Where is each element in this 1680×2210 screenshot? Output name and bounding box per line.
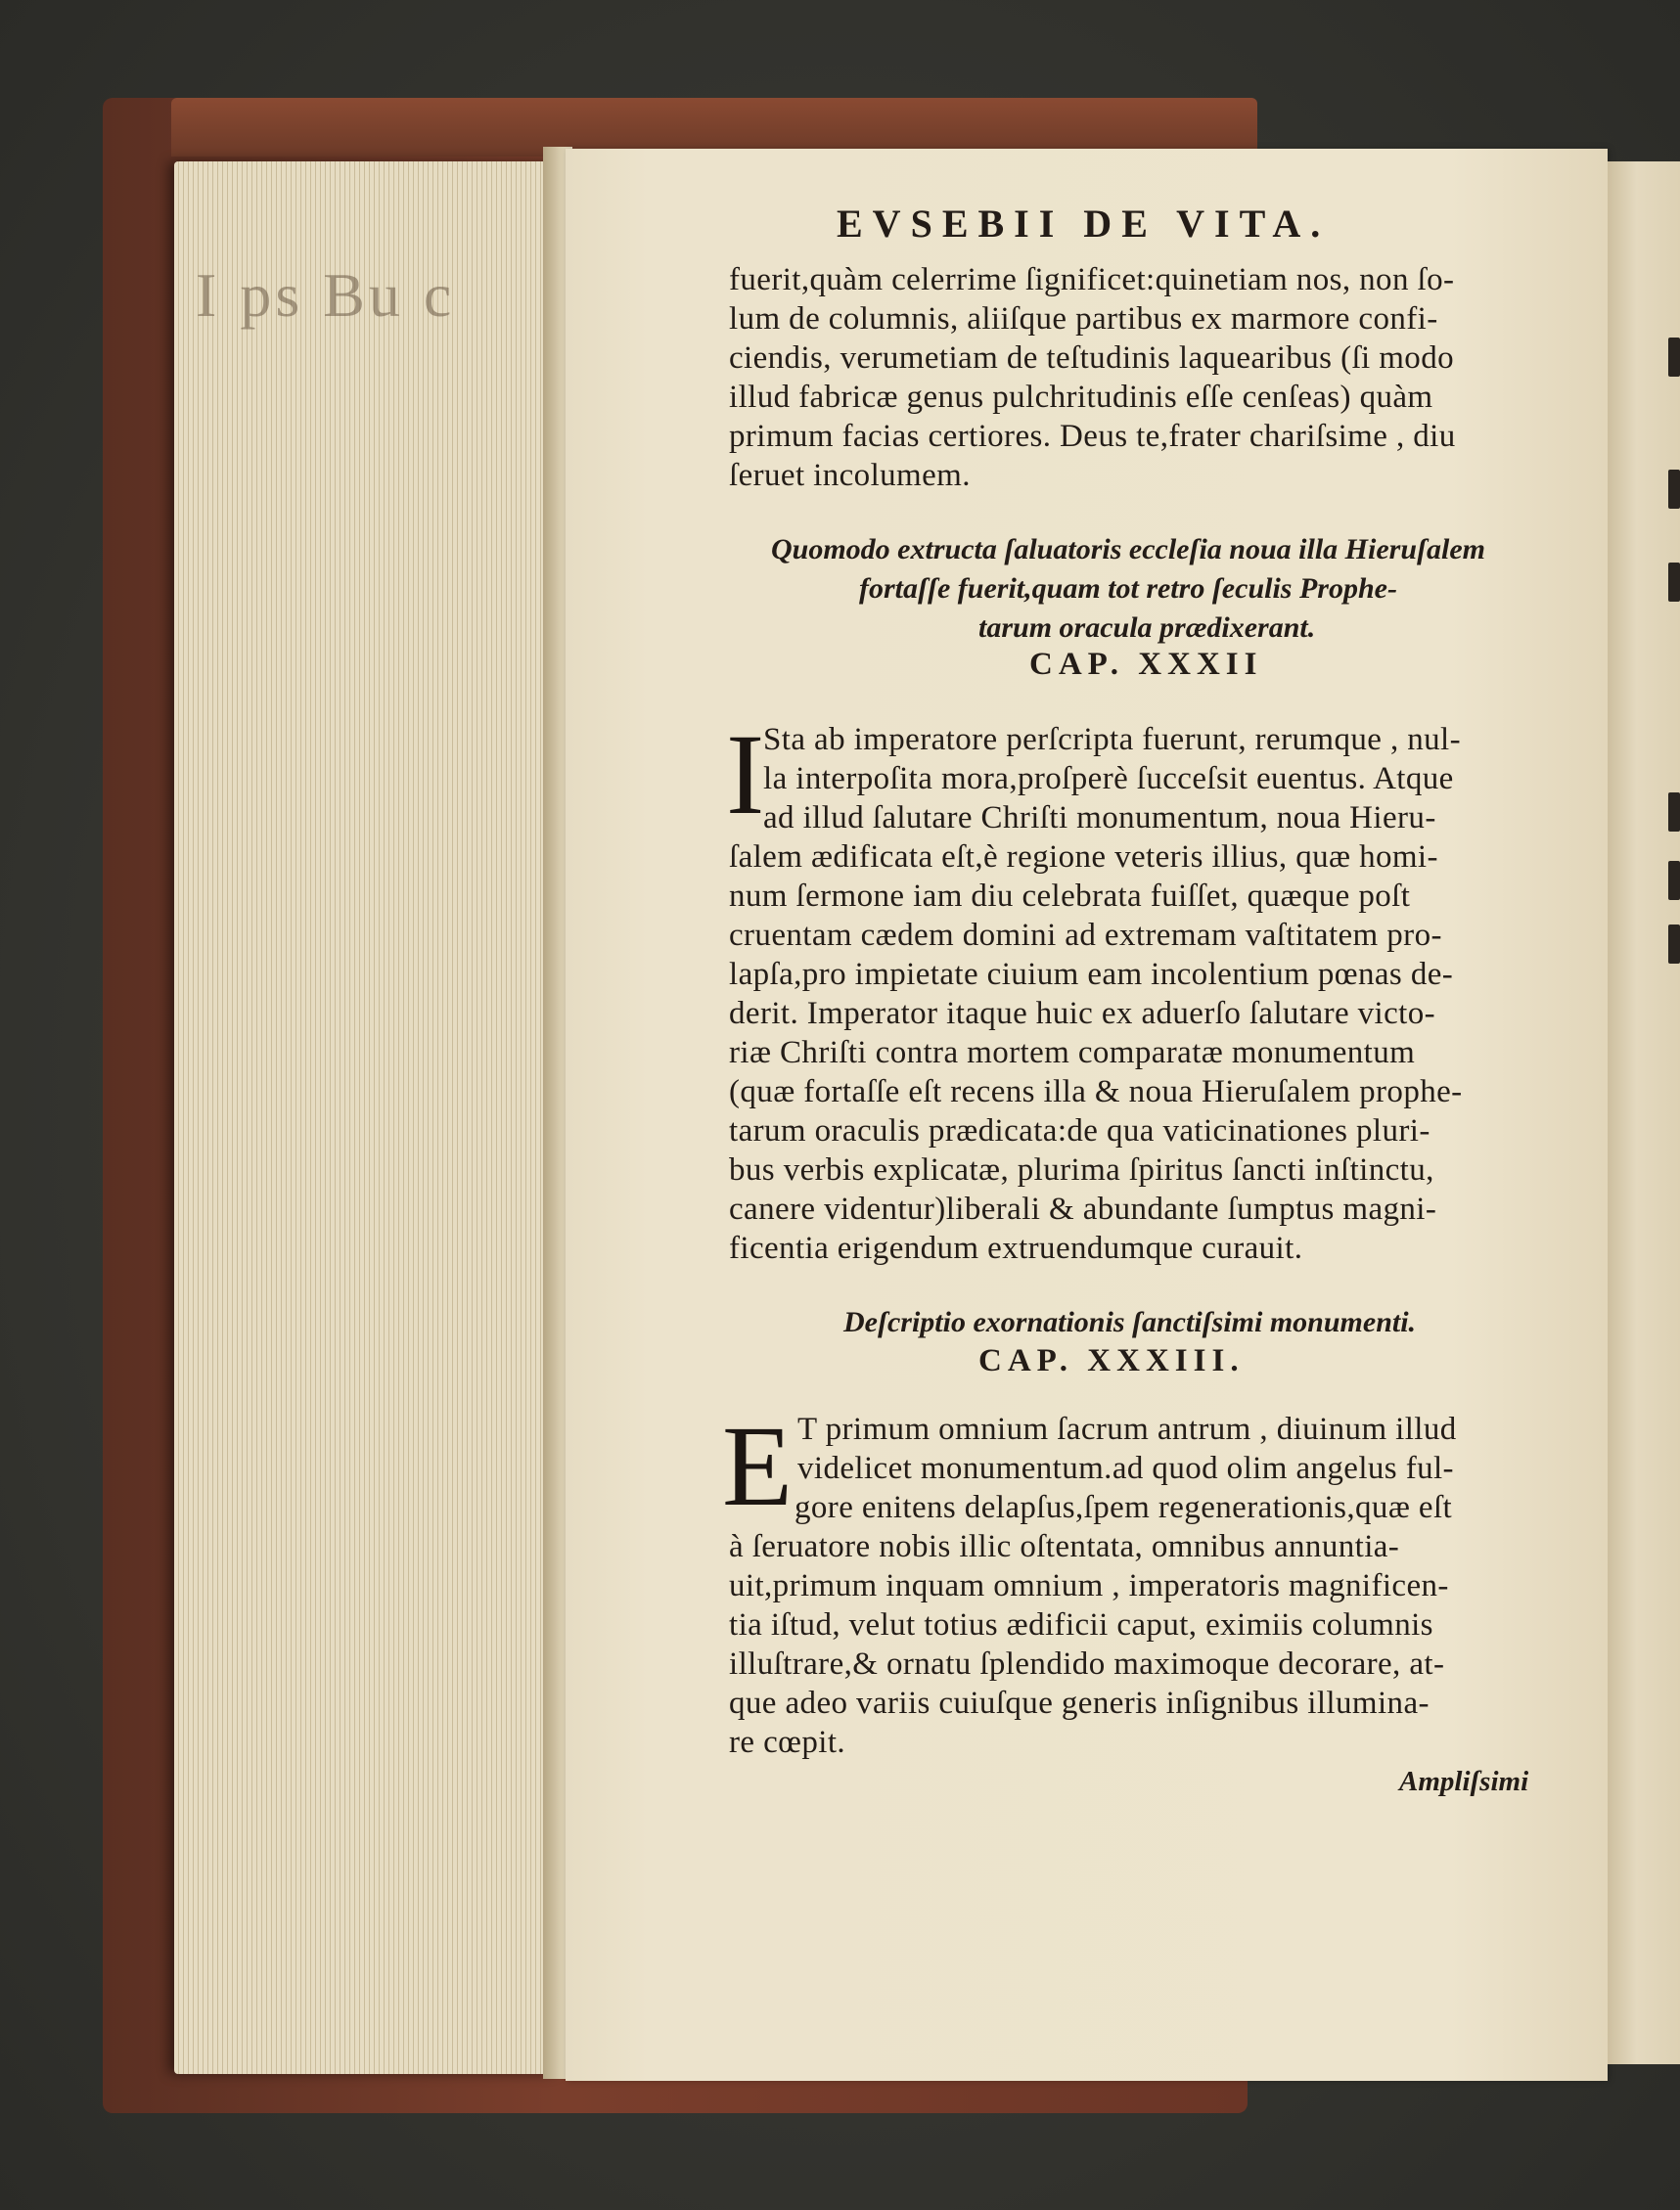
text-line: ſeruet incolumem. bbox=[729, 458, 971, 493]
drop-cap: E bbox=[722, 1402, 794, 1530]
chapter-number: CAP. XXXII bbox=[1029, 647, 1263, 682]
text-line: fuerit,quàm celerrime ſignificet:quinetiam nos, non ſo- bbox=[729, 262, 1455, 297]
text-line: bus verbis explicatæ, plurima ſpiritus ſancti inſtinctu, bbox=[729, 1152, 1434, 1188]
chapter-number: CAP. XXXIII. bbox=[978, 1343, 1245, 1378]
chapter-rubric-line: Quomodo extructa ſaluatoris eccleſia noua illa Hieruſalem bbox=[771, 533, 1485, 565]
text-line: T primum omnium ſacrum antrum , diuinum illud bbox=[797, 1412, 1457, 1447]
text-line: videlicet monumentum.ad quod olim angelus ful- bbox=[797, 1451, 1454, 1486]
chapter-rubric-line: Deſcriptio exornationis ſanctiſsimi monumenti. bbox=[843, 1306, 1417, 1338]
drop-cap: I bbox=[726, 710, 765, 838]
text-line: à ſeruatore nobis illic oſtentata, omnibus annuntia- bbox=[729, 1529, 1400, 1564]
text-line: ciendis, verumetiam de teſtudinis laquearibus (ſi modo bbox=[729, 340, 1455, 376]
chapter-rubric-line: fortaſſe fuerit,quam tot retro ſeculis Prophe- bbox=[859, 572, 1397, 605]
text-line: la interpoſita mora,proſperè ſucceſsit euentus. Atque bbox=[763, 761, 1454, 796]
text-line: primum facias certiores. Deus te,frater chariſsime , diu bbox=[729, 419, 1456, 454]
text-line: (quæ fortaſſe eſt recens illa & noua Hieruſalem prophe- bbox=[729, 1074, 1463, 1109]
running-head: EVSEBII DE VITA. bbox=[837, 202, 1331, 246]
text-line: Sta ab imperatore perſcripta fuerunt, rerumque , nul- bbox=[763, 722, 1462, 757]
text-line: uit,primum inquam omnium , imperatoris magnificen- bbox=[729, 1568, 1449, 1603]
text-line: ficentia erigendum extruendumque curauit. bbox=[729, 1231, 1303, 1266]
text-line: lum de columnis, aliiſque partibus ex marmore confi- bbox=[729, 301, 1438, 337]
text-line: derit. Imperator itaque huic ex aduerſo ſalutare victo- bbox=[729, 996, 1436, 1031]
text-line: cruentam cædem domini ad extremam vaſtitatem pro- bbox=[729, 918, 1442, 953]
page-edge-marking: I ps Bu c bbox=[196, 260, 456, 330]
chapter-rubric-line: tarum oracula prædixerant. bbox=[978, 611, 1316, 644]
text-line: illud fabricæ genus pulchritudinis eſſe cenſeas) quàm bbox=[729, 380, 1433, 415]
text-line: lapſa,pro impietate ciuium eam incolentium pœnas de- bbox=[729, 957, 1454, 992]
page-stack-edge bbox=[174, 161, 561, 2074]
next-page-edge bbox=[1608, 161, 1680, 2064]
text-line: tarum oraculis prædicata:de qua vaticinationes pluri- bbox=[729, 1113, 1430, 1149]
text-line: ad illud ſalutare Chriſti monumentum, noua Hieru- bbox=[763, 800, 1436, 835]
text-line: gore enitens delapſus,ſpem regenerationis,quæ eſt bbox=[795, 1490, 1453, 1525]
text-line: riæ Chriſti contra mortem comparatæ monumentum bbox=[729, 1035, 1416, 1070]
text-line: que adeo variis cuiuſque generis inſignibus illumina- bbox=[729, 1686, 1430, 1721]
text-line: num ſermone iam diu celebrata fuiſſet, quæque poſt bbox=[729, 879, 1411, 914]
text-line: illuſtrare,& ornatu ſplendido maximoque decorare, at- bbox=[729, 1646, 1445, 1682]
text-line: tia iſtud, velut totius ædificii caput, eximiis columnis bbox=[729, 1607, 1433, 1643]
text-line: ſalem ædificata eſt,è regione veteris illius, quæ homi- bbox=[729, 839, 1438, 875]
book-cover-top-edge bbox=[171, 98, 1257, 157]
text-line: re cœpit. bbox=[729, 1725, 846, 1760]
text-line: canere videntur)liberali & abundante ſumptus magni- bbox=[729, 1192, 1437, 1227]
catchword: Ampliſsimi bbox=[1399, 1766, 1529, 1797]
